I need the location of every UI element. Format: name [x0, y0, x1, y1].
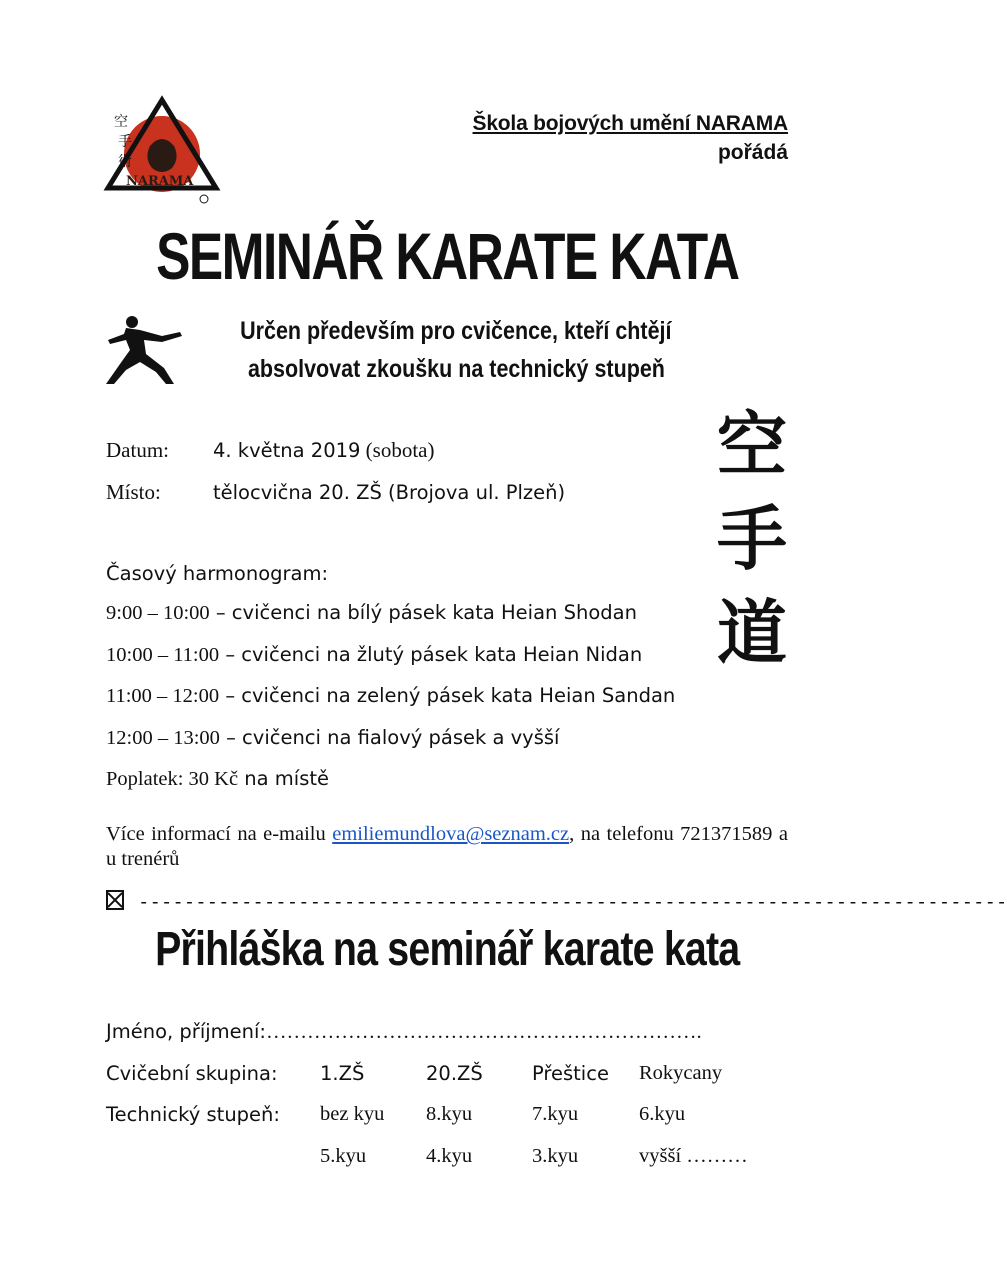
karateka-silhouette-icon [104, 314, 186, 386]
svg-text:術: 術 [118, 154, 132, 170]
organizes-label: pořádá [717, 141, 788, 164]
grade-option[interactable]: 8.kyu [426, 1103, 473, 1125]
svg-text:手: 手 [118, 134, 132, 150]
grade-option[interactable]: 6.kyu [639, 1103, 686, 1125]
schedule-item: 12:00 – 13:00 – cvičenci na fialový pásek a vyšší [106, 726, 560, 749]
grade-option[interactable]: vyšší ……… [639, 1145, 748, 1167]
narama-logo [104, 96, 222, 206]
date-value: 4. května 2019 [213, 439, 361, 462]
grade-label: Technický stupeň: [106, 1103, 280, 1126]
group-label: Cvičební skupina: [106, 1062, 278, 1085]
kanji-do: 道 [717, 591, 787, 674]
grade-option[interactable]: bez kyu [320, 1103, 385, 1125]
group-option[interactable]: Přeštice [532, 1062, 609, 1085]
svg-text:NARAMA: NARAMA [126, 174, 194, 189]
grade-option[interactable]: 7.kyu [532, 1103, 579, 1125]
grade-option[interactable]: 5.kyu [320, 1145, 367, 1167]
karate-do-kanji [712, 398, 792, 680]
place-row [106, 480, 565, 505]
schedule-item: 10:00 – 11:00 – cvičenci na žlutý pásek kata Heian Nidan [106, 643, 643, 666]
contact-paragraph: Více informací na e-mailu emiliemundlova@seznam.cz, na telefonu 721371589 a u trenérů [106, 823, 788, 870]
grade-option[interactable]: 3.kyu [532, 1145, 579, 1167]
schedule-heading: Časový harmonogram: [106, 562, 329, 585]
place-label: Místo: [106, 480, 161, 504]
fee-row: Poplatek: 30 Kč na místě [106, 767, 330, 790]
organizer-name: Škola bojových umění NARAMA [472, 112, 788, 135]
kanji-kara: 空 [717, 403, 787, 486]
date-day: (sobota) [365, 438, 435, 462]
group-row [106, 1062, 788, 1090]
grade-row-2 [106, 1145, 788, 1173]
group-option[interactable]: 20.ZŠ [426, 1062, 483, 1085]
grade-row [106, 1103, 788, 1131]
name-row [106, 1020, 702, 1044]
schedule-item: 11:00 – 12:00 – cvičenci na zelený pásek kata Heian Sandan [106, 684, 676, 707]
scissors-icon [106, 890, 124, 910]
schedule-item: 9:00 – 10:00 – cvičenci na bílý pásek kata Heian Shodan [106, 601, 637, 624]
email-link[interactable]: emiliemundlova@seznam.cz [332, 823, 570, 845]
organizer-block [473, 112, 788, 165]
fee-label: Poplatek: 30 Kč [106, 768, 239, 790]
place-value: tělocvična 20. ZŠ (Brojova ul. Plzeň) [213, 481, 566, 504]
group-option[interactable]: Rokycany [639, 1062, 723, 1084]
kanji-te: 手 [717, 497, 787, 580]
svg-text:空: 空 [114, 114, 128, 130]
date-row [106, 438, 435, 463]
grade-option[interactable]: 4.kyu [426, 1145, 473, 1167]
form-title: Přihláška na seminář karate kata [154, 923, 740, 976]
name-field[interactable]: ………………………………………………………. [266, 1021, 702, 1043]
date-label: Datum: [106, 438, 169, 462]
name-label: Jméno, příjmení: [106, 1020, 266, 1043]
group-option[interactable]: 1.ZŠ [320, 1062, 365, 1085]
main-title: SEMINÁŘ KARATE KATA [155, 219, 739, 293]
cut-line: ---------------------------------------------------------------------------- [106, 890, 788, 920]
subtitle: Určen především pro cvičence, kteří chtějí absolvovat zkoušku na technický stupeň [240, 317, 672, 383]
